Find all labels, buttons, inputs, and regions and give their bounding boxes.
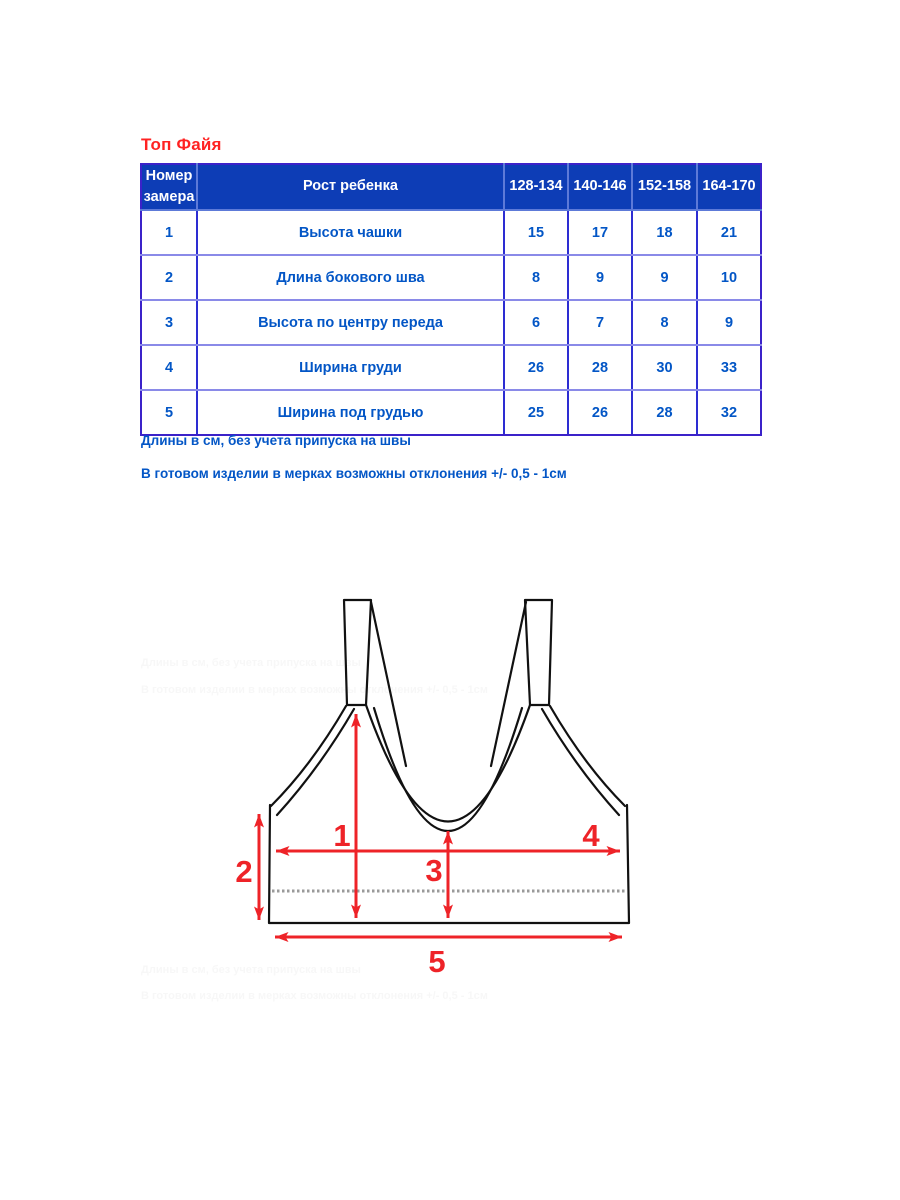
measure-value: 30 [632, 345, 697, 390]
right-strap [525, 600, 552, 705]
measure-value: 17 [568, 210, 632, 255]
ghost-note: Длины в см, без учета припуска на швы [141, 657, 361, 669]
measure-value: 10 [697, 255, 761, 300]
row-number: 2 [141, 255, 197, 300]
measure-value: 18 [632, 210, 697, 255]
measure-name: Длина бокового шва [197, 255, 504, 300]
ghost-note: В готовом изделии в мерках возможны отклонения +/- 0,5 - 1см [141, 990, 488, 1002]
measure-value: 9 [697, 300, 761, 345]
left-strap [344, 600, 371, 705]
note-units: Длины в см, без учета припуска на швы [141, 433, 411, 448]
dimension-arrows [259, 714, 622, 937]
header-size-140-146: 140-146 [568, 164, 632, 210]
neckline-outer [366, 705, 530, 822]
page-title: Топ Файя [141, 135, 222, 154]
ghost-note: В готовом изделии в мерках возможны отклонения +/- 0,5 - 1см [141, 684, 488, 696]
measure-value: 9 [568, 255, 632, 300]
table-row [141, 210, 761, 255]
left-armhole-outer [271, 706, 346, 806]
dim-label-5: 5 [428, 944, 446, 979]
measure-value: 15 [504, 210, 568, 255]
size-chart [140, 163, 762, 436]
measure-value: 7 [568, 300, 632, 345]
measure-value: 28 [632, 390, 697, 435]
table-row [141, 300, 761, 345]
measure-value: 33 [697, 345, 761, 390]
measure-value: 6 [504, 300, 568, 345]
row-number: 1 [141, 210, 197, 255]
measure-name: Высота по центру переда [197, 300, 504, 345]
measure-value: 26 [568, 390, 632, 435]
measure-name: Ширина под грудью [197, 390, 504, 435]
measure-value: 21 [697, 210, 761, 255]
left-armhole-inner [277, 709, 354, 815]
header-size-164-170: 164-170 [697, 164, 761, 210]
row-number: 5 [141, 390, 197, 435]
garment-measurement-diagram [230, 580, 650, 1000]
table-row [141, 390, 761, 435]
left-back-strap-line [371, 602, 406, 766]
right-armhole-outer [550, 706, 625, 806]
header-child-height: Рост ребенка [197, 164, 504, 210]
measure-name: Высота чашки [197, 210, 504, 255]
row-number: 3 [141, 300, 197, 345]
measure-value: 25 [504, 390, 568, 435]
measure-value: 32 [697, 390, 761, 435]
table-row [141, 255, 761, 300]
measure-value: 8 [632, 300, 697, 345]
measure-value: 9 [632, 255, 697, 300]
measure-name: Ширина груди [197, 345, 504, 390]
table-row [141, 345, 761, 390]
measure-value: 28 [568, 345, 632, 390]
dim-label-4: 4 [582, 818, 600, 853]
right-back-strap-line [491, 602, 526, 766]
measure-value: 8 [504, 255, 568, 300]
row-number: 4 [141, 345, 197, 390]
dim-label-3: 3 [425, 853, 443, 888]
header-size-128-134: 128-134 [504, 164, 568, 210]
header-size-152-158: 152-158 [632, 164, 697, 210]
dim-label-1: 1 [333, 818, 351, 853]
size-table [140, 163, 762, 436]
dim-label-2: 2 [235, 854, 253, 889]
measure-value: 26 [504, 345, 568, 390]
header-measure-number: Номер замера [141, 164, 197, 210]
note-tolerance: В готовом изделии в мерках возможны отклонения +/- 0,5 - 1см [141, 466, 567, 481]
right-armhole-inner [542, 709, 619, 815]
ghost-note: Длины в см, без учета припуска на швы [141, 964, 361, 976]
table-header-row [141, 164, 761, 210]
